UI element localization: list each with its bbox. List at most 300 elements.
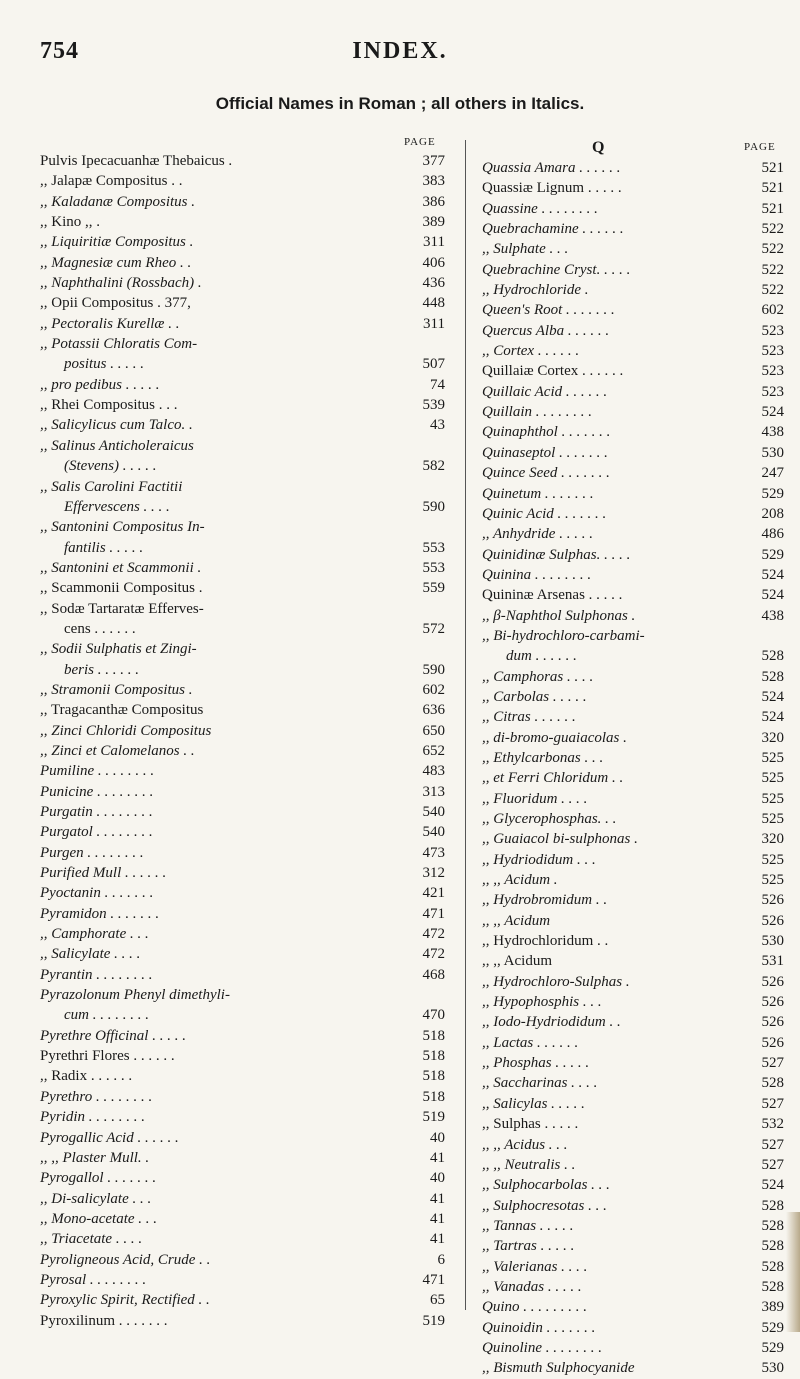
entry-name: Quinidinæ Sulphas. . . . . (482, 546, 631, 563)
entry-page-number: 41 (430, 1190, 445, 1207)
entry-page-number: 572 (422, 620, 445, 637)
entry-page-number: 518 (422, 1068, 445, 1085)
entry-page-number: 6 (437, 1251, 445, 1268)
index-entry (482, 951, 784, 971)
index-entry (40, 415, 445, 435)
entry-page-number: 527 (761, 1156, 784, 1173)
entry-name: ,, β-Naphthol Sulphonas . (482, 607, 636, 624)
index-entry (482, 524, 784, 544)
index-entry (482, 850, 784, 870)
entry-page-number: 483 (422, 763, 445, 780)
entry-page-number: 519 (422, 1109, 445, 1126)
index-entry (482, 463, 784, 483)
index-entry (40, 293, 445, 313)
entry-page-number: 636 (422, 702, 445, 719)
index-entry (40, 904, 445, 924)
left-column-page-header: PAGE (404, 136, 436, 148)
entry-page-number: 530 (761, 444, 784, 461)
entry-name: cens . . . . . . (64, 620, 136, 637)
entry-name: ,, Saccharinas . . . . (482, 1075, 598, 1092)
entry-page-number: 507 (422, 356, 445, 373)
entry-page-number: 313 (422, 783, 445, 800)
entry-page-number: 530 (761, 933, 784, 950)
entry-page-number: 40 (430, 1129, 445, 1146)
index-entry (40, 1128, 445, 1148)
entry-page-number: 521 (761, 200, 784, 217)
entry-name: ,, Stramonii Compositus . (40, 681, 193, 698)
entry-page-number: 528 (761, 1217, 784, 1234)
index-entry (40, 1148, 445, 1168)
entry-page-number: 529 (761, 546, 784, 563)
entry-page-number: 539 (422, 397, 445, 414)
entry-page-number: 468 (422, 966, 445, 983)
entry-page-number: 528 (761, 1075, 784, 1092)
entry-page-number: 540 (422, 804, 445, 820)
entry-name: Purgatin . . . . . . . . (40, 804, 153, 820)
entry-name: Pyramidon . . . . . . . (40, 905, 160, 922)
entry-name: ,, Bi-hydrochloro-carbami- (482, 627, 645, 644)
entry-page-number: 524 (761, 566, 784, 583)
entry-name: beris . . . . . . (64, 661, 139, 678)
index-entry (40, 273, 445, 293)
index-entry (40, 1107, 445, 1127)
entry-name: Pyrethri Flores . . . . . . (40, 1048, 175, 1065)
index-entry (40, 1046, 445, 1066)
entry-page-number: 590 (422, 661, 445, 678)
entry-page-number: 540 (422, 824, 445, 841)
index-entry (482, 545, 784, 565)
entry-name: ,, Sulphas . . . . . (482, 1116, 579, 1133)
entry-page-number: 518 (422, 1088, 445, 1105)
entry-name: Purified Mull . . . . . . (40, 865, 167, 882)
index-entry (482, 321, 784, 341)
entry-page-number: 208 (761, 505, 784, 522)
index-entry (40, 538, 445, 558)
entry-page-number: 41 (430, 1210, 445, 1227)
entry-page-number: 472 (422, 946, 445, 963)
index-entry (482, 646, 784, 666)
entry-name: ,, Sulphocarbolas . . . (482, 1177, 610, 1194)
entry-page-number: 526 (761, 973, 784, 990)
entry-name: ,, Scammonii Compositus . (40, 580, 203, 597)
index-entry (40, 1250, 445, 1270)
entry-page-number: 522 (761, 241, 784, 258)
entry-page-number: 521 (761, 180, 784, 197)
index-entry (482, 504, 784, 524)
entry-name: Quebrachamine . . . . . . (482, 221, 624, 238)
entry-page-number: 524 (761, 587, 784, 604)
entry-name: Quercus Alba . . . . . . (482, 322, 610, 339)
entry-name: ,, Magnesiæ cum Rheo . . (40, 254, 192, 271)
index-entry (482, 829, 784, 849)
entry-page-number: 525 (761, 770, 784, 787)
entry-name: ,, Salicylate . . . . (40, 946, 141, 963)
index-entry (482, 972, 784, 992)
entry-name: ,, Hydrobromidum . . (482, 892, 608, 909)
index-entry (40, 843, 445, 863)
entry-name: Effervescens . . . . (64, 498, 170, 515)
index-entry (40, 375, 445, 395)
entry-page-number: 529 (761, 485, 784, 502)
entry-page-number: 529 (761, 1319, 784, 1336)
index-entry (40, 1270, 445, 1290)
entry-name: Quillain . . . . . . . . (482, 404, 593, 421)
index-entry (40, 558, 445, 578)
entry-name: ,, Salis Carolini Factitii (40, 478, 183, 495)
entry-name: ,, Tragacanthæ Compositus (40, 702, 204, 719)
page-title: INDEX. (352, 38, 448, 64)
entry-name: Pyroligneous Acid, Crude . . (40, 1251, 211, 1268)
entry-page-number: 522 (761, 282, 784, 299)
index-entry (40, 395, 445, 415)
entry-name: ,, Kino ,, . (40, 214, 100, 231)
index-entry (482, 1338, 784, 1358)
index-entry (482, 1196, 784, 1216)
index-entry (40, 151, 445, 171)
entry-name: Pulvis Ipecacuanhæ Thebaicus . (40, 153, 233, 169)
entry-name: ,, Lactas . . . . . . (482, 1034, 579, 1051)
index-entry (482, 1318, 784, 1338)
entry-name: Punicine . . . . . . . . (40, 783, 154, 800)
entry-page-number: 524 (761, 404, 784, 421)
entry-name: ,, Santonini et Scammonii . (40, 559, 202, 576)
entry-name: ,, di-bromo-guaiacolas . (482, 729, 627, 746)
index-entry (482, 402, 784, 422)
entry-page-number: 320 (761, 831, 784, 848)
entry-name: ,, Mono-acetate . . . (40, 1210, 158, 1227)
entry-name: ,, Radix . . . . . . (40, 1068, 133, 1085)
entry-page-number: 523 (761, 322, 784, 339)
entry-name: Quinaseptol . . . . . . . (482, 444, 608, 461)
index-entry (40, 944, 445, 964)
entry-page-number: 526 (761, 912, 784, 929)
index-entry (482, 484, 784, 504)
entry-page-number: 522 (761, 261, 784, 278)
index-entry (40, 1168, 445, 1188)
index-entry (482, 931, 784, 951)
entry-page-number: 389 (761, 1299, 784, 1316)
entry-page-number: 436 (422, 275, 445, 292)
index-entry (482, 361, 784, 381)
entry-name: ,, ,, Acidum (482, 953, 552, 970)
entry-page-number: 525 (761, 851, 784, 868)
entry-name: Pyrogallic Acid . . . . . . (40, 1129, 179, 1146)
page-edge-shadow (786, 1212, 800, 1332)
entry-name: Quinoline . . . . . . . . (482, 1339, 602, 1356)
index-entry (482, 606, 784, 626)
entry-page-number: 470 (422, 1007, 445, 1024)
entry-page-number: 523 (761, 363, 784, 380)
entry-name: ,, pro pedibus . . . . . (40, 376, 160, 393)
entry-page-number: 65 (430, 1292, 445, 1309)
entry-page-number: 383 (422, 173, 445, 190)
index-entry (482, 768, 784, 788)
index-entry (482, 890, 784, 910)
index-entry (482, 789, 784, 809)
entry-name: Quino . . . . . . . . . (482, 1299, 587, 1316)
index-entry (482, 1358, 784, 1378)
entry-name: Quinoidin . . . . . . . (482, 1319, 596, 1336)
entry-page-number: 523 (761, 383, 784, 400)
entry-name: ,, Hypophosphis . . . (482, 994, 602, 1011)
entry-name: ,, Tannas . . . . . (482, 1217, 574, 1234)
index-entry (40, 212, 445, 232)
entry-name: Quassia Amara . . . . . . (482, 160, 621, 176)
entry-name: ,, Anhydride . . . . . (482, 526, 593, 543)
index-entry (40, 599, 445, 619)
entry-page-number: 473 (422, 844, 445, 861)
index-entry (40, 497, 445, 517)
entry-name: ,, Rhei Compositus . . . (40, 397, 178, 414)
index-entry (40, 782, 445, 802)
entry-name: ,, Naphthalini (Rossbach) . (40, 275, 202, 292)
entry-name: ,, Hydrochloro-Sulphas . (482, 973, 630, 990)
entry-name: Pyridin . . . . . . . . (40, 1109, 145, 1126)
entry-page-number: 528 (761, 1258, 784, 1275)
index-entry (482, 1175, 784, 1195)
page-header (40, 38, 760, 68)
entry-name: ,, ,, Acidus . . . (482, 1136, 568, 1153)
entry-name: Purgen . . . . . . . . (40, 844, 144, 861)
index-entry (482, 1073, 784, 1093)
entry-page-number: 526 (761, 994, 784, 1011)
right-column-page-header: PAGE (744, 141, 776, 153)
entry-name: ,, Di-salicylate . . . (40, 1190, 152, 1207)
index-entry (40, 1066, 445, 1086)
index-entry (40, 700, 445, 720)
entry-page-number: 527 (761, 1095, 784, 1112)
entry-page-number: 386 (422, 193, 445, 210)
index-entry (482, 219, 784, 239)
entry-name: ,, Salinus Anticholeraicus (40, 437, 194, 454)
entry-page-number: 438 (761, 424, 784, 441)
entry-name: Purgatol . . . . . . . . (40, 824, 153, 841)
index-entry (40, 883, 445, 903)
entry-page-number: 602 (422, 681, 445, 698)
entry-page-number: 553 (422, 539, 445, 556)
entry-page-number: 518 (422, 1027, 445, 1044)
entry-page-number: 311 (423, 234, 445, 251)
index-entry (482, 1257, 784, 1277)
entry-page-number: 527 (761, 1055, 784, 1072)
entry-page-number: 472 (422, 926, 445, 943)
entry-page-number: 448 (422, 295, 445, 312)
entry-page-number: 525 (761, 790, 784, 807)
entry-name: ,, Guaiacol bi-sulphonas . (482, 831, 638, 848)
entry-name: ,, Hydrochloridum . . (482, 933, 609, 950)
entry-page-number: 528 (761, 668, 784, 685)
entry-name: ,, Zinci Chloridi Compositus (40, 722, 212, 739)
index-entry (40, 1290, 445, 1310)
entry-name: Pumiline . . . . . . . . (40, 763, 155, 780)
index-entry (40, 761, 445, 781)
index-entry (482, 280, 784, 300)
entry-name: Pyroxylic Spirit, Rectified . . (40, 1292, 210, 1309)
index-entry (482, 1012, 784, 1032)
entry-name: ,, Sulphocresotas . . . (482, 1197, 607, 1214)
entry-page-number: 421 (422, 885, 445, 902)
entry-page-number: 74 (430, 376, 445, 393)
entry-page-number: 553 (422, 559, 445, 576)
entry-name: ,, ,, Neutralis . . (482, 1156, 576, 1173)
index-entry (482, 422, 784, 442)
entry-name: ,, ,, Acidum (482, 912, 551, 929)
entry-name: ,, Camphorate . . . (40, 926, 149, 943)
index-entry (40, 477, 445, 497)
index-entry (40, 1229, 445, 1249)
index-entry (40, 314, 445, 334)
entry-name: ,, Camphoras . . . . (482, 668, 594, 685)
entry-name: positus . . . . . (64, 356, 145, 373)
index-entry (40, 924, 445, 944)
entry-name: ,, Hydriodidum . . . (482, 851, 596, 868)
index-entry (40, 619, 445, 639)
entry-name: ,, Ethylcarbonas . . . (482, 749, 604, 766)
entry-name: Quassiæ Lignum . . . . . (482, 180, 622, 197)
entry-name: Pyoctanin . . . . . . . (40, 885, 154, 902)
entry-name: ,, ,, Plaster Mull. . (40, 1149, 150, 1166)
entry-page-number: 531 (761, 953, 784, 970)
index-entry (482, 158, 784, 178)
entry-page-number: 530 (761, 1360, 784, 1377)
index-entry (482, 809, 784, 829)
entry-page-number: 527 (761, 1136, 784, 1153)
entry-name: Quince Seed . . . . . . . (482, 465, 610, 482)
index-entry (482, 1297, 784, 1317)
index-entry (482, 199, 784, 219)
index-entry (482, 1216, 784, 1236)
entry-page-number: 528 (761, 648, 784, 665)
entry-name: (Stevens) . . . . . (64, 458, 157, 475)
entry-name: ,, Zinci et Calomelanos . . (40, 742, 195, 759)
index-entry (482, 565, 784, 585)
left-column (40, 151, 445, 1331)
entry-page-number: 40 (430, 1170, 445, 1187)
entry-page-number: 389 (422, 214, 445, 231)
index-entry (40, 192, 445, 212)
entry-name: Quillaiæ Cortex . . . . . . (482, 363, 624, 380)
index-entry (40, 1026, 445, 1046)
entry-page-number: 523 (761, 343, 784, 360)
index-entry (482, 1114, 784, 1134)
entry-name: ,, Carbolas . . . . . (482, 688, 587, 705)
entry-page-number: 524 (761, 688, 784, 705)
entry-page-number: 532 (761, 1116, 784, 1133)
index-entry (482, 707, 784, 727)
index-entry (482, 585, 784, 605)
entry-name: Quebrachine Cryst. . . . . (482, 261, 631, 278)
index-entry (482, 239, 784, 259)
entry-page-number: 320 (761, 729, 784, 746)
entry-name: ,, Salicylas . . . . . (482, 1095, 585, 1112)
entry-page-number: 521 (761, 160, 784, 176)
index-entry (482, 687, 784, 707)
entry-name: ,, Pectoralis Kurellæ . . (40, 315, 180, 332)
entry-page-number: 471 (422, 905, 445, 922)
entry-name: ,, Valerianas . . . . (482, 1258, 588, 1275)
index-entry (482, 1094, 784, 1114)
index-entry (482, 1277, 784, 1297)
index-entry (482, 341, 784, 361)
index-entry (40, 1189, 445, 1209)
entry-page-number: 528 (761, 1278, 784, 1295)
index-entry (482, 178, 784, 198)
entry-name: ,, Jalapæ Compositus . . (40, 173, 183, 190)
entry-page-number: 526 (761, 892, 784, 909)
entry-name: ,, Potassii Chloratis Com- (40, 336, 198, 353)
entry-page-number: 650 (422, 722, 445, 739)
entry-page-number: 311 (423, 315, 445, 332)
entry-page-number: 529 (761, 1339, 784, 1356)
index-entry (40, 680, 445, 700)
index-entry (40, 354, 445, 374)
index-entry (40, 741, 445, 761)
index-entry (482, 748, 784, 768)
entry-name: ,, Phosphas . . . . . (482, 1055, 590, 1072)
index-entry (40, 822, 445, 842)
entry-page-number: 528 (761, 1197, 784, 1214)
entry-page-number: 486 (761, 526, 784, 543)
entry-page-number: 524 (761, 1177, 784, 1194)
entry-name: fantilis . . . . . (64, 539, 144, 556)
index-entry (482, 870, 784, 890)
index-entry (482, 1135, 784, 1155)
entry-page-number: 41 (430, 1149, 445, 1166)
entry-name: Quinaphthol . . . . . . . (482, 424, 611, 441)
entry-name: Pyrethro . . . . . . . . (40, 1088, 153, 1105)
index-entry (40, 721, 445, 741)
index-entry (482, 1236, 784, 1256)
index-entry (482, 443, 784, 463)
index-entry (40, 517, 445, 537)
index-entry (40, 1209, 445, 1229)
entry-name: Pyrosal . . . . . . . . (40, 1271, 147, 1288)
index-entry (482, 1033, 784, 1053)
entry-name: Pyrethre Officinal . . . . . (40, 1027, 186, 1044)
entry-page-number: 519 (422, 1312, 445, 1329)
entry-name: ,, Bismuth Sulphocyanide (482, 1360, 635, 1377)
index-entry (40, 334, 445, 354)
entry-name: ,, Iodo-Hydriodidum . . (482, 1014, 621, 1031)
entry-name: ,, Sodii Sulphatis et Zingi- (40, 641, 197, 658)
entry-name: ,, ,, Acidum . (482, 872, 558, 889)
index-entry (40, 456, 445, 476)
entry-page-number: 522 (761, 221, 784, 238)
index-entry (482, 728, 784, 748)
entry-name: ,, Citras . . . . . . (482, 709, 576, 726)
entry-page-number: 247 (761, 465, 784, 482)
index-entry (40, 802, 445, 822)
entry-name: ,, Sodæ Tartaratæ Efferves- (40, 600, 204, 617)
entry-name: ,, Triacetate . . . . (40, 1231, 143, 1248)
entry-page-number: 559 (422, 580, 445, 597)
index-entry (482, 626, 784, 646)
section-letter: Q (592, 139, 605, 156)
entry-page-number: 438 (761, 607, 784, 624)
entry-name: ,, Cortex . . . . . . (482, 343, 580, 360)
index-entry (40, 985, 445, 1005)
column-divider (465, 140, 466, 1310)
index-entry (482, 992, 784, 1012)
index-entry (40, 436, 445, 456)
page-number: 754 (40, 38, 79, 64)
entry-name: Pyrogallol . . . . . . . (40, 1170, 157, 1187)
index-entry (40, 660, 445, 680)
entry-name: ,, Hydrochloride . (482, 282, 589, 299)
entry-name: cum . . . . . . . . (64, 1007, 149, 1024)
index-entry (482, 1155, 784, 1175)
index-entry (40, 232, 445, 252)
